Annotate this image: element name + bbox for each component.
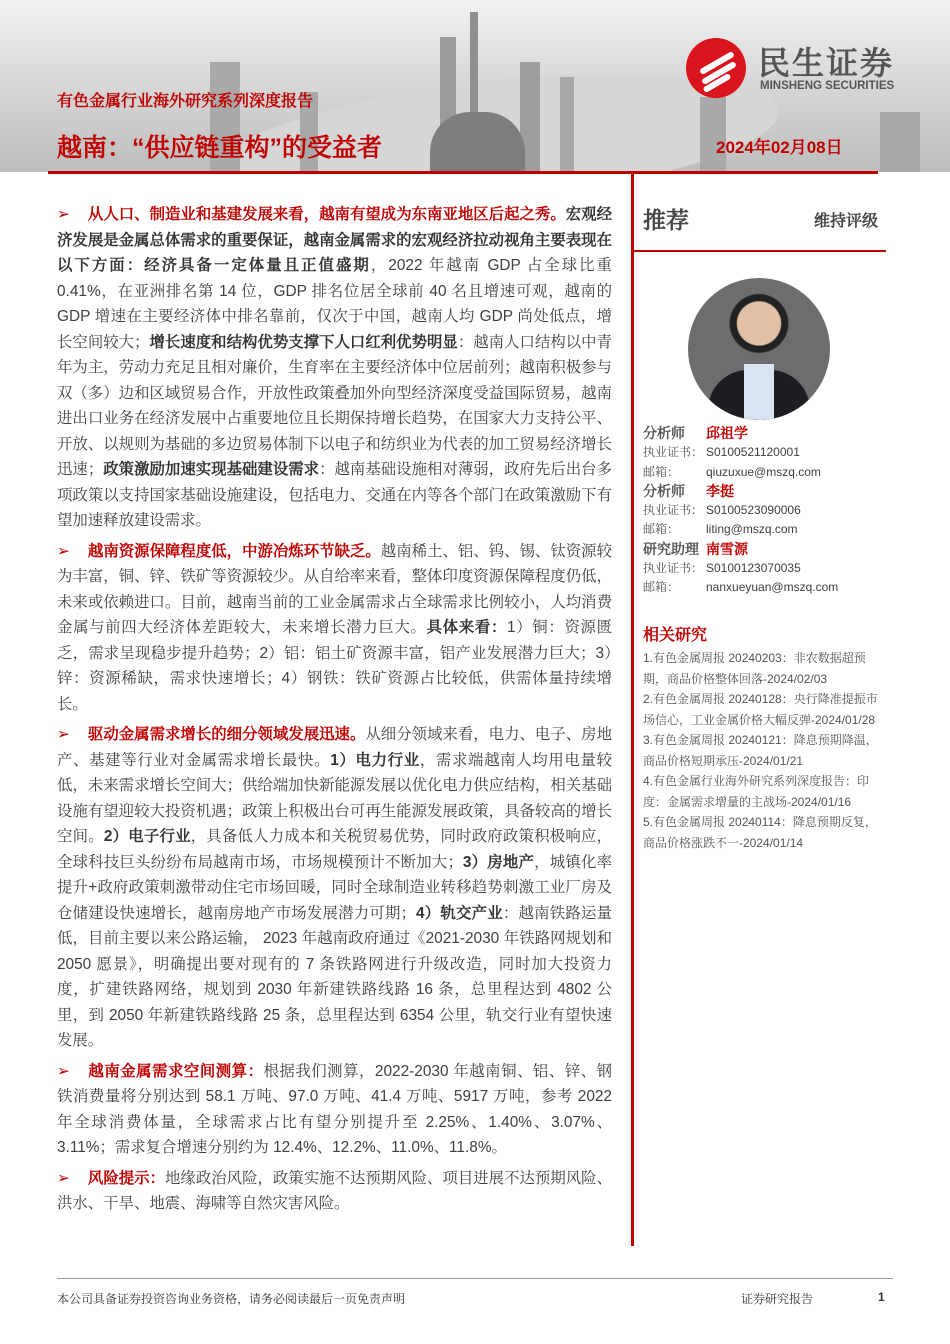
summary-paragraph [57,1166,612,1217]
cert-label: 执业证书： [643,503,704,518]
bullet-arrow-icon: ➢ [57,542,70,560]
paragraph-heading: 从人口、制造业和基建发展来看，越南有望成为东南亚地区后起之秀。 [87,206,566,223]
analyst-cert-row [643,443,883,462]
cert-label: 执业证书： [643,561,704,576]
footer-divider [57,1278,893,1279]
analyst-role: 研究助理 [643,540,699,557]
paragraph-text: 从细分领域来看，电力、电子、房地产、基建等行业对金属需求增长最快。 [57,726,612,769]
logo-text-cn: 民生证券 [758,45,895,81]
paragraph-text: ，城镇化率提升+政府政策刺激带动住宅市场回暖，同时全球制造业转移趋势刺激工业厂房及仓储建设快速增长，越南房地产市场发展潜力可期； [57,853,612,922]
paragraph-text: ，具备低人力成本和关税贸易优势，同时政府政策积极响应，全球科技巨头纷纷布局越南市场，市场规模预计不断加大； [57,828,612,871]
analyst-list [643,424,883,598]
analyst-name: 邱祖学 [706,425,748,441]
analyst-role: 分析师 [643,425,685,441]
paragraph-heading: 风险提示： [87,1169,165,1187]
related-item[interactable]: 5.有色金属周报 20240114：降息预期反复，商品价格涨跌不一-2024/01/14 [643,815,877,850]
related-research [643,622,883,853]
analyst-name: 李挺 [706,482,734,499]
report-date: 2024年02月08日 [716,138,843,157]
related-list [643,648,883,853]
analyst-email-row [643,578,883,597]
paragraph-heading: 越南资源保障程度低，中游冶炼环节缺乏。 [87,542,381,560]
bold-text: 3）房地产 [462,853,535,871]
analyst-header [643,482,883,501]
summary-paragraph [57,1059,612,1161]
analyst-email[interactable]: liting@mszq.com [706,522,798,537]
paragraph-text: 越南稀土、铝、钨、锡、钛资源较为丰富，铜、锌、铁矿等资源较少。从自给率来看，整体印度资源保障程度仍低，未来或依赖进口。目前，越南当前的工业金属需求占全球需求比例较小，人均消费金属与前四大经济体差距较大，未来增长潜力巨大。 [57,542,612,636]
paragraph-text: 根据我们测算，2022-2030 年越南铜、铝、锌、钢铁消费量将分别达到 58.1 万吨、97.0 万吨、41.4 万吨、5917 万吨，参考 2022 年全球消费体量，全球需求占比有望分别提升至 2.25%、1.40%、3.07%、3.11%；需求复合增速分别约为 12.4%、12.2%、11.0%、11.8%。 [57,1062,612,1156]
related-title: 相关研究 [643,627,708,644]
analyst-email[interactable]: nanxueyuan@mszq.com [706,580,839,595]
header-banner [0,0,950,172]
column-divider [631,172,634,1246]
cert-label: 执业证书： [643,445,704,460]
analyst-cert: S0100521120001 [706,445,800,460]
rating-note: 维持评级 [813,213,878,230]
bold-text: 2）电子行业 [103,828,191,845]
email-label: 邮箱： [643,580,680,595]
paragraph-heading: 驱动金属需求增长的细分领域发展迅速。 [87,726,366,743]
paragraph-text: ：越南人口结构以中青年为主，劳动力充足且相对廉价，生育率在主要经济体中位居前列；越南积极参与双（多）边和区域贸易合作，开放性政策叠加外向型经济深度受益国际贸易，越南进出口业务在经济发展中占重要地位且长期保持增长趋势，在国家大力支持公平、开放、以规则为基础的多边贸易体制下以电子和纺织业为代表的加工贸易经济增长迅速； [57,333,612,478]
summary-paragraph [57,722,612,1054]
bold-text: 具体来看： [426,619,507,636]
bullet-arrow-icon: ➢ [57,1169,70,1187]
bold-text: 1）电力行业 [330,751,420,769]
bold-text: 宏观经济发展是金属总体需求的重要保证，越南金属需求的宏观经济拉动视角主要表现在以下方面：经济具备一定体量且正值盛期 [57,206,612,274]
paragraph-text: ：越南基础设施相对薄弱，政府先后出台多项政策以支持国家基础设施建设，包括电力、交通在内等各个部门在政策激励下有望加速释放建设需求。 [57,461,612,529]
analyst-cert-row [643,559,883,578]
analyst-name: 南雪源 [706,540,748,557]
report-title: 越南：“供应链重构”的受益者 [57,134,383,162]
logo-mark-icon [686,38,746,98]
logo-text-en: MINSHENG SECURITIES [760,80,895,92]
bullet-arrow-icon: ➢ [57,726,70,743]
email-label: 邮箱： [643,464,680,479]
paragraph-text: 地缘政治风险，政策实施不达预期风险、项目进展不达预期风险、洪水、干旱、地震、海啸等自然灾害风险。 [57,1169,612,1212]
related-item[interactable]: 3.有色金属周报 20240121：降息预期降温，商品价格短期承压-2024/01/21 [643,733,878,768]
analyst-email-row [643,463,883,482]
paragraph-text: ，2022 年越南 GDP 占全球比重 0.41%，在亚洲排名第 14 位，GDP 排名位居全球前 40 名且增速可观，越南的 GDP 增速在主要经济体中排名靠前，仅次于中国，越南人均 GDP 尚处低点，增长空间较大； [57,257,612,351]
analyst-header [643,540,883,559]
analyst-cert-row [643,501,883,520]
email-label: 邮箱： [643,522,680,537]
analyst-cert: S0100523090006 [706,503,801,518]
bullet-arrow-icon: ➢ [57,1062,70,1080]
bullet-arrow-icon: ➢ [57,206,70,223]
rating: 推荐 [643,207,689,233]
header-divider [48,171,878,174]
analyst-photo [688,278,830,420]
paragraph-heading: 越南金属需求空间测算： [87,1062,264,1080]
bold-text: 4）轨交产业 [416,904,503,922]
summary-paragraph [57,202,612,534]
analyst-cert: S0100123070035 [706,561,801,576]
analyst-header [643,424,883,443]
related-item[interactable]: 1.有色金属周报 20240203：非农数据超预期，商品价格整体回落-2024/02/03 [643,651,866,686]
analyst-email-row [643,520,883,539]
minsheng-logo [686,38,926,98]
footer-report-type: 证券研究报告 [741,1292,814,1306]
report-series: 有色金属行业海外研究系列深度报告 [57,93,314,110]
analyst-email[interactable]: qiuzuxue@mszq.com [706,464,821,479]
bold-text: 政策激励加速实现基础建设需求 [103,461,320,478]
footer-disclaimer: 本公司具备证券投资咨询业务资格，请务必阅读最后一页免责声明 [57,1292,406,1306]
related-item[interactable]: 2.有色金属周报 20240128：央行降准提振市场信心，工业金属价格大幅反弹-2024/01/28 [643,692,878,727]
paragraph-text: ，需求端越南人均用电量较低，未来需求增长空间大；供给端加快新能源发展以优化电力供应结构，相关基础设施有望迎较大投资机遇；政策上积极出台可再生能源发展政策，具备较高的增长空间。 [57,751,612,845]
summary-paragraph [57,539,612,718]
analyst-role: 分析师 [643,482,685,499]
bold-text: 增长速度和结构优势支撑下人口红利优势明显 [149,333,458,351]
related-item[interactable]: 4.有色金属行业海外研究系列深度报告：印度：金属需求增量的主战场-2024/01/16 [643,774,870,809]
page-number: 1 [878,1290,885,1304]
paragraph-text: 1）铜：资源匮乏，需求呈现稳步提升趋势；2）铝：铝土矿资源丰富，铝产业发展潜力巨大；3）锌：资源稀缺，需求快速增长；4）钢铁：铁矿资源占比较低，供需体量持续增长。 [57,619,612,713]
rating-divider [634,250,886,252]
summary-body [57,202,612,1222]
paragraph-text: ：越南铁路运量低，目前主要以来公路运输， 2023 年越南政府通过《2021-2030 年铁路网规划和 2050 愿景》，明确提出要对现有的 7 条铁路网进行升级改造，同时加大投资力度，扩建铁路网络，规划到 2030 年新建铁路线路 16 条，总里程达到 4802 公里，到 2050 年新建铁路线路 25 条，总里程达到 6354 公里，轨交行业有望快速发展。 [57,904,612,1049]
